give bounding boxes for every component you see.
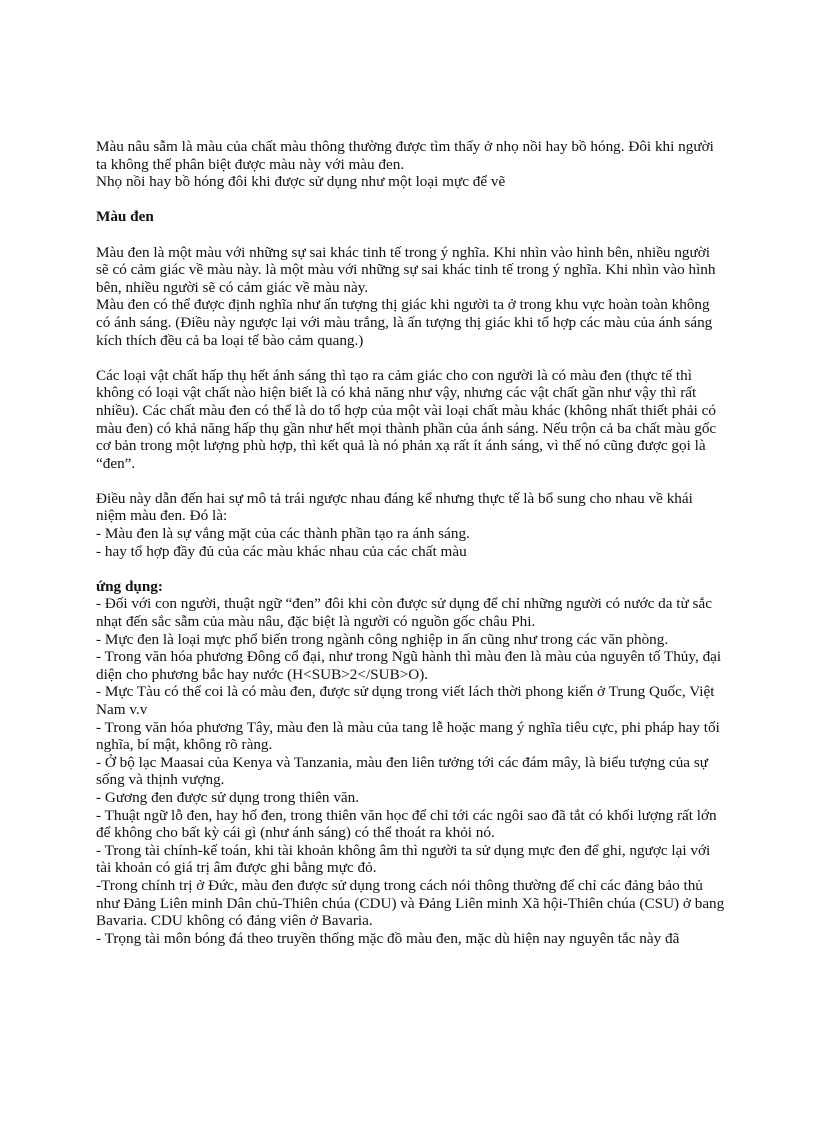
intro-paragraph-1: Màu nâu sẫm là màu của chất màu thông thường được tìm thấy ở nhọ nồi hay bồ hóng. Đôi khi người ta không thể phân biệt được màu này với màu đen.: [96, 138, 714, 173]
paragraph-gap: [96, 472, 726, 490]
document-body: [96, 138, 726, 947]
paragraph-gap: [96, 560, 726, 578]
usage-item: - Gương đen được sử dụng trong thiên văn.: [96, 788, 360, 806]
paragraph-gap: [96, 191, 726, 209]
black-list-item-1: - Màu đen là sự vắng mặt của các thành phần tạo ra ánh sáng.: [96, 525, 470, 543]
usage-item: - Trong văn hóa phương Đông cổ đại, như trong Ngũ hành thì màu đen là màu của nguyên tố Thủy, đại diện cho phương bắc hay nước (H<SUB>2</SUB>O).: [96, 648, 722, 683]
usage-item: - Trong văn hóa phương Tây, màu đen là màu của tang lễ hoặc mang ý nghĩa tiêu cực, phi pháp hay tối nghĩa, bí mật, không rõ ràng.: [96, 718, 720, 754]
black-paragraph-1b: Màu đen có thể được định nghĩa như ấn tượng thị giác khi người ta ở trong khu vực hoàn toàn không có ánh sáng. (Điều này ngược lại với màu trắng, là ấn tượng thị giác khi tổ hợp các màu của ánh sáng kích thích đều cả ba loại tế bào cảm quang.): [96, 296, 713, 349]
section-heading-usage: ứng dụng:: [96, 577, 163, 595]
intro-paragraph-2: Nhọ nồi hay bồ hóng đôi khi được sử dụng như một loại mực để vẽ: [96, 173, 506, 191]
usage-item: - Mực Tàu có thể coi là có màu đen, được sử dụng trong viết lách thời phong kiến ở Trung Quốc, Việt Nam v.v: [96, 683, 715, 718]
black-paragraph-3: Điều này dẫn đến hai sự mô tả trái ngược nhau đáng kể nhưng thực tế là bổ sung cho nhau về khái niệm màu đen. Đó là:: [96, 489, 693, 525]
usage-item: -Trong chính trị ở Đức, màu đen được sử dụng trong cách nói thông thường để chỉ các đảng bảo thủ như Đảng Liên minh Dân chủ-Thiên chúa (CDU) và Đảng Liên minh Xã hội-Thiên chúa (CSU) ở bang Bavaria. CDU không có đảng viên ở Bavaria.: [96, 876, 725, 930]
black-paragraph-2: Các loại vật chất hấp thụ hết ánh sáng thì tạo ra cảm giác cho con người là có màu đen (thực tế thì không có loại vật chất nào hiện biết là có khả năng như vậy, nhưng các vật chất gần như vậy thì rất nhiều). Các chất màu đen có thể là do tổ hợp của một vài loại chất màu khác (không nhất thiết phải có màu đen) có khả năng hấp thụ gần như hết mọi thành phần của ánh sáng. Nếu trộn cả ba chất màu gốc cơ bản trong một lượng phù hợp, thì kết quả là nó phản xạ rất ít ánh sáng, vì thế nó cũng được gọi là “đen”.: [96, 366, 717, 472]
usage-item: - Đối với con người, thuật ngữ “đen” đôi khi còn được sử dụng để chỉ những người có nước da từ sắc nhạt đến sắc sẫm của màu nâu, đặc biệt là người có nguồn gốc châu Phi.: [96, 595, 712, 631]
usage-item: - Trọng tài môn bóng đá theo truyền thống mặc đồ màu đen, mặc dù hiện nay nguyên tắc này đã: [96, 929, 680, 947]
paragraph-gap: [96, 226, 726, 244]
paragraph-gap: [96, 349, 726, 367]
usage-item: - Trong tài chính-kế toán, khi tài khoản không âm thì người ta sử dụng mực đen để ghi, ngược lại với tài khoản có giá trị âm được ghi bằng mực đỏ.: [96, 841, 711, 877]
usage-item: - Thuật ngữ lỗ đen, hay hố đen, trong thiên văn học để chỉ tới các ngôi sao đã tắt có khối lượng rất lớn để không cho bất kỳ cái gì (như ánh sáng) có thể thoát ra khỏi nó.: [96, 806, 717, 842]
black-paragraph-1a: Màu đen là một màu với những sự sai khác tinh tế trong ý nghĩa. Khi nhìn vào hình bên, nhiều người sẽ có cảm giác về màu này. là một màu với những sự sai khác tinh tế trong ý nghĩa. Khi nhìn vào hình bên, nhiều người sẽ có cảm giác về màu này.: [96, 243, 716, 296]
section-heading-black: Màu đen: [96, 208, 154, 226]
usage-item: - Mực đen là loại mực phổ biến trong ngành công nghiệp in ấn cũng như trong các văn phòng.: [96, 630, 669, 648]
black-list-item-2: - hay tổ hợp đầy đủ của các màu khác nhau của các chất màu: [96, 542, 467, 560]
usage-item: - Ở bộ lạc Maasai của Kenya và Tanzania, màu đen liên tưởng tới các đám mây, là biểu tượng của sự sống và thịnh vượng.: [96, 753, 708, 789]
